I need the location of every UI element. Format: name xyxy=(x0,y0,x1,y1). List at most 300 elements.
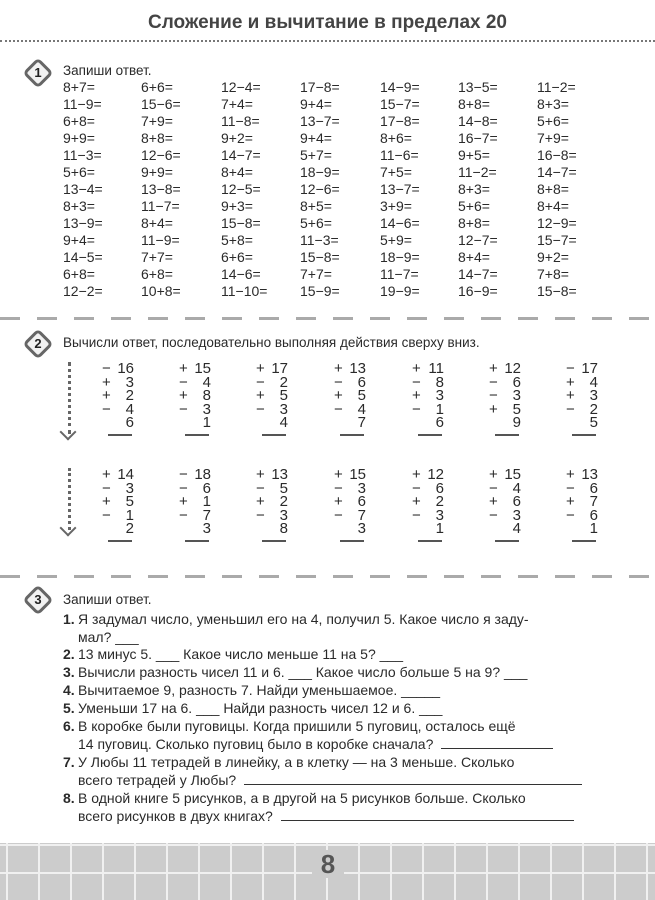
operation-sign: + xyxy=(566,373,575,391)
vertical-calculation xyxy=(330,468,366,542)
answer-line xyxy=(572,434,596,436)
operation-sign: + xyxy=(256,466,265,483)
expression: 9+2= xyxy=(221,129,253,146)
problem-text: Я задумал число, уменьшил его на 4, получил 5. Какое число я заду- xyxy=(78,611,529,627)
expression: 19−9= xyxy=(380,282,420,299)
word-problem xyxy=(63,790,616,825)
problem-text: 13 минус 5. ___ Какое число меньше 11 на 5? ___ xyxy=(78,646,403,662)
calculation-line xyxy=(252,522,288,536)
problem-line xyxy=(63,682,616,700)
operation-sign: − xyxy=(334,479,343,497)
operation-sign xyxy=(566,522,578,536)
expression: 11−8= xyxy=(221,112,260,129)
operation-sign xyxy=(256,416,268,430)
answer-line xyxy=(572,540,596,542)
operand: 1 xyxy=(202,493,211,511)
word-problem xyxy=(63,718,616,753)
section-1-instruction: Запиши ответ. xyxy=(63,63,152,78)
problem-number: 3. xyxy=(63,664,75,680)
expression: 14−6= xyxy=(380,214,420,231)
expression: 17−8= xyxy=(300,79,340,95)
expression: 8+8= xyxy=(141,129,173,146)
expression: 7+7= xyxy=(300,265,332,282)
operand: 3 xyxy=(512,506,521,524)
operand: 2 xyxy=(125,520,134,538)
operation-sign: + xyxy=(334,360,343,377)
problem-text: В коробке были пуговицы. Когда пришили 5 пуговиц, осталось ещё xyxy=(78,718,516,734)
expression: 14−7= xyxy=(458,265,498,282)
expression: 14−6= xyxy=(221,265,261,282)
expression: 12−5= xyxy=(221,180,261,197)
word-problem xyxy=(63,754,616,789)
calculation-line xyxy=(98,416,134,430)
expression: 14−8= xyxy=(458,112,498,129)
vertical-calculation xyxy=(252,362,288,436)
operand: 3 xyxy=(125,373,134,391)
operand: 3 xyxy=(357,479,366,497)
problem-number: 5. xyxy=(63,700,75,716)
vertical-calculation xyxy=(98,468,134,542)
expression: 7+9= xyxy=(537,129,569,146)
expression: 13−5= xyxy=(458,79,498,95)
operation-sign: − xyxy=(566,360,575,377)
operand: 18 xyxy=(194,466,211,483)
expression: 9+9= xyxy=(141,163,173,180)
problem-text: 14 пуговиц. Сколько пуговиц было в коробке сначала? xyxy=(78,735,434,752)
calculation-line xyxy=(485,416,521,430)
problem-text: Уменьши 17 на 6. ___ Найди разность чисел 12 и 6. ___ xyxy=(78,700,443,716)
expression: 15−8= xyxy=(300,248,340,265)
down-arrow-icon xyxy=(68,468,72,530)
expression: 14−9= xyxy=(380,79,420,95)
operation-sign xyxy=(489,522,501,536)
operation-sign: + xyxy=(412,387,421,405)
operand: 3 xyxy=(279,506,288,524)
operation-sign: − xyxy=(566,506,575,524)
expression: 6+6= xyxy=(141,79,173,95)
operand: 7 xyxy=(357,414,366,432)
vertical-calculation xyxy=(252,468,288,542)
operand: 1 xyxy=(125,506,134,524)
operation-sign: − xyxy=(256,373,265,391)
vertical-calculation xyxy=(485,362,521,436)
operation-sign: − xyxy=(566,479,575,497)
expression: 6+8= xyxy=(141,265,173,282)
word-problem xyxy=(63,700,616,718)
answer-blank[interactable] xyxy=(441,737,553,749)
problem-line xyxy=(63,700,616,718)
operation-sign xyxy=(412,522,424,536)
answer-line xyxy=(108,540,132,542)
expression: 12−6= xyxy=(141,146,181,163)
expression: 15−7= xyxy=(537,231,577,248)
operand: 4 xyxy=(125,400,134,418)
operation-sign: + xyxy=(566,387,575,405)
expression: 8+6= xyxy=(380,129,412,146)
operation-sign: − xyxy=(489,387,498,405)
page-number: 8 xyxy=(312,850,344,878)
operation-sign: + xyxy=(102,466,111,483)
operand: 3 xyxy=(279,400,288,418)
operation-sign: + xyxy=(334,466,343,483)
operation-sign: + xyxy=(256,360,265,377)
operation-sign xyxy=(412,416,424,430)
operand: 3 xyxy=(202,400,211,418)
answer-line xyxy=(495,434,519,436)
operand: 6 xyxy=(357,493,366,511)
expression: 12−2= xyxy=(63,282,103,299)
operand: 5 xyxy=(125,493,134,511)
expression: 8+4= xyxy=(221,163,253,180)
operation-sign: + xyxy=(489,493,498,511)
expression: 5+9= xyxy=(380,231,412,248)
operand: 7 xyxy=(357,506,366,524)
expression: 18−9= xyxy=(380,248,420,265)
expression: 8+4= xyxy=(458,248,490,265)
expression: 9+4= xyxy=(63,231,95,248)
word-problem xyxy=(63,682,616,700)
operation-sign: + xyxy=(102,493,111,511)
section-divider xyxy=(0,575,655,578)
operand: 5 xyxy=(279,387,288,405)
operation-sign: + xyxy=(179,387,188,405)
operand: 6 xyxy=(589,506,598,524)
expression: 17−8= xyxy=(380,112,420,129)
operation-sign: − xyxy=(334,373,343,391)
operation-sign: + xyxy=(256,387,265,405)
vertical-calculation xyxy=(175,362,211,436)
operation-sign: + xyxy=(489,400,498,418)
answer-line xyxy=(262,434,286,436)
operand: 4 xyxy=(512,520,521,538)
operation-sign: + xyxy=(412,360,421,377)
problem-number: 6. xyxy=(63,718,75,734)
operation-sign: + xyxy=(566,493,575,511)
section-3-instruction: Запиши ответ. xyxy=(63,592,152,607)
expression: 7+5= xyxy=(380,163,412,180)
operation-sign: − xyxy=(179,506,188,524)
operand: 15 xyxy=(349,466,366,483)
expression: 14−7= xyxy=(537,163,577,180)
title-divider xyxy=(0,40,655,42)
operand: 1 xyxy=(435,520,444,538)
answer-blank[interactable] xyxy=(281,809,574,821)
expression: 12−7= xyxy=(458,231,498,248)
vertical-calculation xyxy=(175,468,211,542)
operand: 17 xyxy=(581,360,598,377)
problem-text: У Любы 11 тетрадей в линейку, а в клетку — на 3 меньше. Сколько xyxy=(78,754,515,770)
operation-sign: − xyxy=(334,400,343,418)
operand: 8 xyxy=(202,387,211,405)
operand: 16 xyxy=(117,360,134,377)
operand: 3 xyxy=(435,506,444,524)
problem-number: 8. xyxy=(63,790,75,806)
expression: 5+7= xyxy=(300,146,332,163)
exercise-1-grid xyxy=(63,80,617,299)
expression: 15−8= xyxy=(537,282,577,299)
vertical-calculation xyxy=(562,468,598,542)
operation-sign xyxy=(179,522,191,536)
calculation-line xyxy=(252,416,288,430)
operand: 13 xyxy=(581,466,598,483)
expression: 9+4= xyxy=(300,129,332,146)
operation-sign: − xyxy=(256,506,265,524)
answer-line xyxy=(340,540,364,542)
answer-line xyxy=(185,434,209,436)
problem-line xyxy=(63,611,616,629)
expression: 9+5= xyxy=(458,146,490,163)
operand: 2 xyxy=(435,493,444,511)
operand: 6 xyxy=(435,414,444,432)
operand: 3 xyxy=(202,520,211,538)
operation-sign: − xyxy=(179,400,188,418)
operand: 12 xyxy=(427,466,444,483)
expression: 14−7= xyxy=(221,146,261,163)
expression: 11−6= xyxy=(380,146,419,163)
operand: 6 xyxy=(125,414,134,432)
operation-sign: + xyxy=(566,466,575,483)
expression: 13−9= xyxy=(63,214,103,231)
operation-sign: − xyxy=(489,479,498,497)
expression: 13−7= xyxy=(300,112,340,129)
expression: 13−4= xyxy=(63,180,103,197)
expression: 11−3= xyxy=(63,146,102,163)
problem-line xyxy=(63,754,616,772)
problem-number: 1. xyxy=(63,611,75,627)
word-problem xyxy=(63,646,616,664)
page-title: Сложение и вычитание в пределах 20 xyxy=(148,12,507,33)
problem-number: 2. xyxy=(63,646,75,662)
operation-sign: − xyxy=(256,479,265,497)
expression: 11−2= xyxy=(458,163,497,180)
problem-text: Вычисли разность чисел 11 и 6. ___ Какое число больше 5 на 9? ___ xyxy=(78,664,528,680)
operation-sign: + xyxy=(334,387,343,405)
operation-sign xyxy=(256,522,268,536)
operation-sign: − xyxy=(489,506,498,524)
operation-sign: − xyxy=(102,506,111,524)
expression: 14−5= xyxy=(63,248,103,265)
operation-sign: + xyxy=(179,493,188,511)
expression: 7+7= xyxy=(141,248,173,265)
operation-sign: + xyxy=(179,360,188,377)
expression: 15−7= xyxy=(380,95,420,112)
expression: 5+6= xyxy=(300,214,332,231)
operand: 3 xyxy=(435,387,444,405)
operation-sign: − xyxy=(412,373,421,391)
calculation-line xyxy=(175,416,211,430)
operand: 6 xyxy=(589,479,598,497)
expression: 6+8= xyxy=(63,265,95,282)
problem-text: всего тетрадей у Любы? xyxy=(78,771,237,788)
expression: 5+6= xyxy=(63,163,95,180)
expression: 10+8= xyxy=(141,282,181,299)
problem-number: 4. xyxy=(63,682,75,698)
operand: 6 xyxy=(512,493,521,511)
operation-sign: − xyxy=(102,360,111,377)
operand: 5 xyxy=(589,414,598,432)
expression: 15−9= xyxy=(300,282,340,299)
expression: 7+4= xyxy=(221,95,253,112)
operand: 15 xyxy=(504,466,521,483)
expression: 11−10= xyxy=(221,282,268,299)
expression: 8+7= xyxy=(63,79,95,95)
operand: 3 xyxy=(589,387,598,405)
problem-line xyxy=(63,646,616,664)
section-divider xyxy=(0,317,655,320)
operand: 6 xyxy=(512,373,521,391)
operand: 4 xyxy=(357,400,366,418)
expression: 6+8= xyxy=(63,112,95,129)
operation-sign: + xyxy=(412,466,421,483)
expression: 13−8= xyxy=(141,180,181,197)
operand: 1 xyxy=(202,414,211,432)
expression: 13−7= xyxy=(380,180,420,197)
calculation-line xyxy=(485,522,521,536)
word-problem xyxy=(63,664,616,682)
problem-text: всего рисунков в двух книгах? xyxy=(78,807,273,824)
calculation-line xyxy=(330,522,366,536)
expression: 8+3= xyxy=(63,197,95,214)
expression: 11−9= xyxy=(63,95,102,112)
operand: 6 xyxy=(202,479,211,497)
problem-text: Вычитаемое 9, разность 7. Найди уменьшаемое. _____ xyxy=(78,682,441,698)
expression: 5+6= xyxy=(458,197,490,214)
operand: 13 xyxy=(271,466,288,483)
problem-line xyxy=(63,790,616,808)
operand: 2 xyxy=(279,493,288,511)
problem-line xyxy=(63,718,616,736)
operation-sign xyxy=(334,522,346,536)
operation-sign: − xyxy=(412,506,421,524)
answer-line xyxy=(185,540,209,542)
problem-number: 7. xyxy=(63,754,75,770)
expression: 11−7= xyxy=(380,265,419,282)
operand: 14 xyxy=(117,466,134,483)
operand: 13 xyxy=(349,360,366,377)
operand: 11 xyxy=(428,360,444,377)
operation-sign: − xyxy=(412,400,421,418)
expression: 8+4= xyxy=(537,197,569,214)
operation-sign xyxy=(179,416,191,430)
expression: 12−9= xyxy=(537,214,577,231)
operand: 3 xyxy=(357,520,366,538)
operand: 1 xyxy=(435,400,444,418)
expression: 8+8= xyxy=(537,180,569,197)
expression: 8+8= xyxy=(458,214,490,231)
problem-text: В одной книге 5 рисунков, а в другой на 5 рисунков больше. Сколько xyxy=(78,790,526,806)
vertical-calculation xyxy=(485,468,521,542)
answer-blank[interactable] xyxy=(244,773,582,785)
down-arrow-icon xyxy=(68,362,72,434)
operand: 5 xyxy=(512,400,521,418)
operand: 3 xyxy=(125,479,134,497)
vertical-calculation xyxy=(330,362,366,436)
answer-line xyxy=(418,434,442,436)
expression: 9+9= xyxy=(63,129,95,146)
calculation-line xyxy=(98,522,134,536)
operation-sign: + xyxy=(489,466,498,483)
operation-sign xyxy=(334,416,346,430)
operand: 5 xyxy=(357,387,366,405)
expression: 12−4= xyxy=(221,79,261,95)
expression: 11−2= xyxy=(537,79,576,95)
operand: 4 xyxy=(202,373,211,391)
vertical-calculation xyxy=(98,362,134,436)
calculation-line xyxy=(408,522,444,536)
operation-sign: + xyxy=(102,387,111,405)
expression: 8+4= xyxy=(141,214,173,231)
expression: 9+2= xyxy=(537,248,569,265)
operation-sign: − xyxy=(179,466,188,483)
expression: 5+8= xyxy=(221,231,253,248)
expression: 9+3= xyxy=(221,197,253,214)
operation-sign: + xyxy=(412,493,421,511)
expression: 7+8= xyxy=(537,265,569,282)
operation-sign: + xyxy=(334,493,343,511)
expression: 11−3= xyxy=(300,231,339,248)
expression: 8+3= xyxy=(537,95,569,112)
section-badge-1: 1 xyxy=(22,57,53,88)
operation-sign: + xyxy=(489,360,498,377)
answer-line xyxy=(108,434,132,436)
operand: 6 xyxy=(435,479,444,497)
answer-line xyxy=(340,434,364,436)
calculation-line xyxy=(408,416,444,430)
problem-line xyxy=(63,808,616,826)
operand: 4 xyxy=(589,373,598,391)
operand: 1 xyxy=(589,520,598,538)
problem-text: мал? ___ xyxy=(78,628,139,645)
operation-sign: − xyxy=(412,479,421,497)
section-2-instruction: Вычисли ответ, последовательно выполняя действия сверху вниз. xyxy=(63,335,480,350)
operand: 12 xyxy=(504,360,521,377)
expression: 5+6= xyxy=(537,112,569,129)
operand: 7 xyxy=(589,493,598,511)
operation-sign xyxy=(102,416,114,430)
expression: 16−7= xyxy=(458,129,498,146)
operation-sign: + xyxy=(256,493,265,511)
operation-sign: − xyxy=(179,479,188,497)
expression: 11−9= xyxy=(141,231,180,248)
expression: 16−9= xyxy=(458,282,498,299)
problem-line xyxy=(63,629,616,647)
operand: 8 xyxy=(435,373,444,391)
vertical-calculation xyxy=(408,468,444,542)
operand: 6 xyxy=(357,373,366,391)
answer-line xyxy=(262,540,286,542)
operand: 15 xyxy=(194,360,211,377)
expression: 12−6= xyxy=(300,180,340,197)
operation-sign xyxy=(489,416,501,430)
operand: 5 xyxy=(279,479,288,497)
answer-line xyxy=(418,540,442,542)
calculation-line xyxy=(175,522,211,536)
vertical-calculation xyxy=(408,362,444,436)
operation-sign: − xyxy=(102,400,111,418)
operation-sign: − xyxy=(489,373,498,391)
expression: 8+3= xyxy=(458,180,490,197)
operation-sign xyxy=(102,522,114,536)
expression: 6+6= xyxy=(221,248,253,265)
expression: 15−8= xyxy=(221,214,261,231)
expression: 9+4= xyxy=(300,95,332,112)
operation-sign: − xyxy=(102,479,111,497)
calculation-line xyxy=(562,416,598,430)
operand: 4 xyxy=(279,414,288,432)
expression: 11−7= xyxy=(141,197,180,214)
expression: 3+9= xyxy=(380,197,412,214)
expression: 8+8= xyxy=(458,95,490,112)
